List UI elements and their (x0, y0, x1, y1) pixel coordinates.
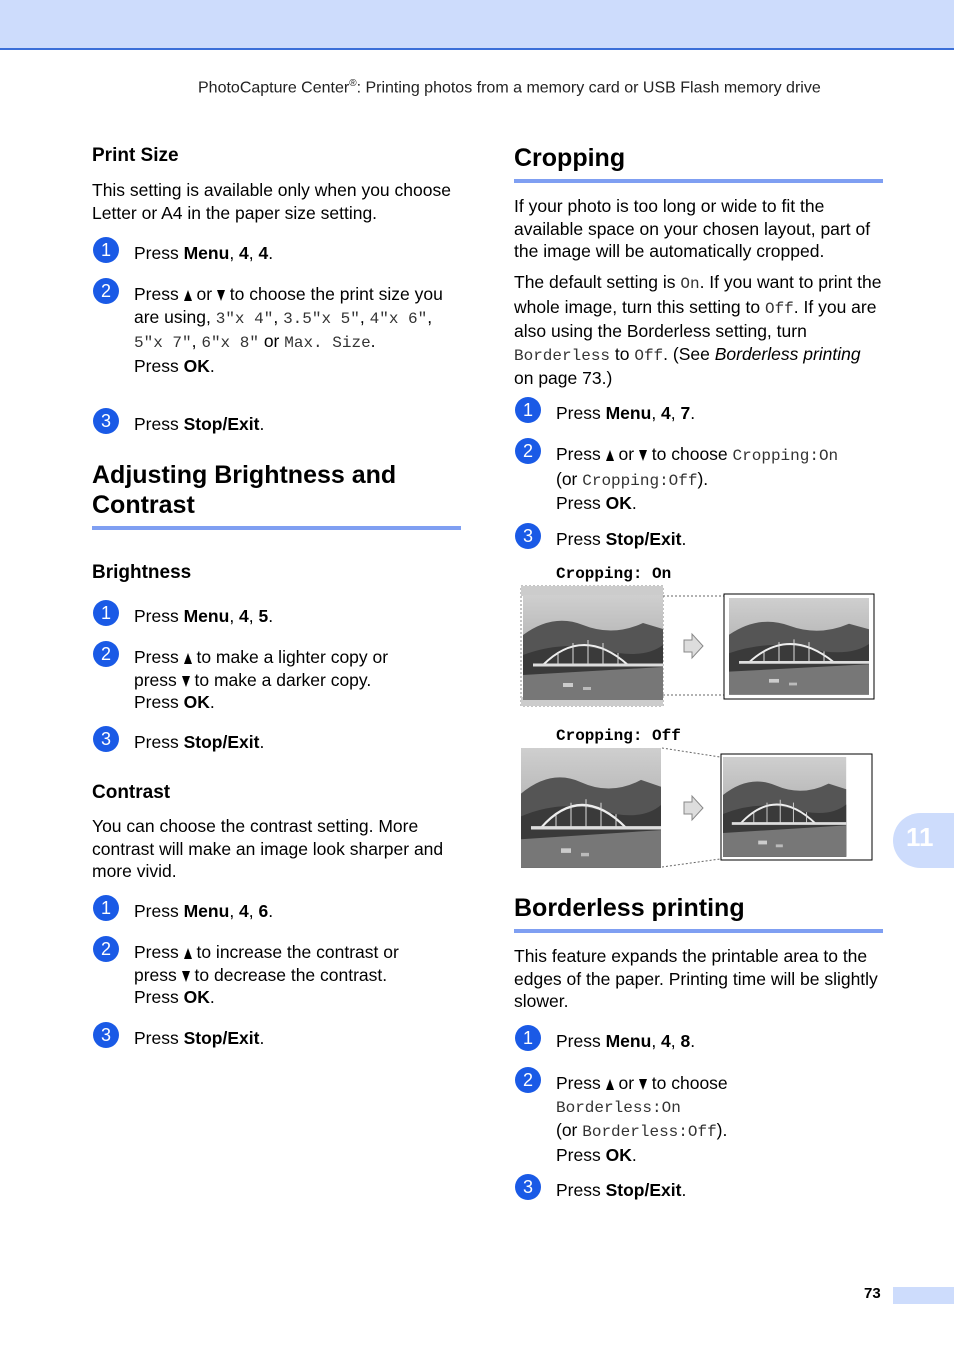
brightness-heading: Brightness (92, 562, 192, 583)
borderless-step-1: Press Menu, 4, 8. (556, 1031, 696, 1051)
up-arrow-icon (606, 1079, 614, 1090)
running-header: PhotoCapture Center®: Printing photos from a memory card or USB Flash memory drive (198, 78, 821, 97)
cropping-step-3: Press Stop/Exit. (556, 529, 687, 549)
step-number: 3 (93, 1022, 119, 1048)
borderless-intro: This feature expands the printable area to the edges of the paper. Printing time will be slightly slower. (514, 946, 878, 1011)
down-arrow-icon (639, 1079, 647, 1090)
brightness-step-2: Press to make a lighter copy or press to make a darker copy. Press OK. (134, 647, 389, 712)
adjusting-heading: Adjusting Brightness and Contrast (92, 460, 461, 530)
step-number: 2 (515, 1067, 541, 1093)
cropping-para-2: The default setting is On. If you want to print the whole image, turn this setting to Off. If you are also using the Borderless setting, turn Borderless to Off. (See Borderless printing on page 73.) (514, 272, 882, 388)
step-number: 1 (93, 237, 119, 263)
contrast-step-1: Press Menu, 4, 6. (134, 901, 274, 921)
step-number: 1 (93, 600, 119, 626)
step-number: 1 (515, 397, 541, 423)
page-number: 73 (864, 1285, 881, 1302)
up-arrow-icon (606, 450, 614, 461)
brightness-step-3: Press Stop/Exit. (134, 732, 265, 752)
cropping-on-label: Cropping: On (556, 565, 672, 583)
step-number: 3 (93, 408, 119, 434)
print-size-step-2: Press or to choose the print size you are using, 3"x 4", 3.5"x 5", 4"x 6", 5"x 7", 6"x 8" or Max. Size. Press OK. (134, 284, 443, 376)
page-number-bar (893, 1287, 954, 1304)
step-number: 3 (515, 523, 541, 549)
arrow-right-icon (684, 796, 703, 820)
cropping-heading: Cropping (514, 143, 883, 183)
step-number: 1 (515, 1025, 541, 1051)
borderless-heading: Borderless printing (514, 893, 883, 933)
cropping-on-figure (520, 585, 880, 710)
cropping-step-2: Press or to choose Cropping:On (or Cropping:Off). Press OK. (556, 444, 839, 513)
step-number: 1 (93, 895, 119, 921)
contrast-heading: Contrast (92, 782, 171, 803)
borderless-step-3: Press Stop/Exit. (556, 1180, 687, 1200)
print-size-intro: This setting is available only when you choose Letter or A4 in the paper size setting. (92, 180, 451, 223)
step-number: 3 (93, 726, 119, 752)
down-arrow-icon (182, 676, 190, 687)
down-arrow-icon (182, 971, 190, 982)
chapter-number: 11 (906, 822, 934, 852)
cropping-step-1: Press Menu, 4, 7. (556, 403, 696, 423)
up-arrow-icon (184, 948, 192, 959)
contrast-intro: You can choose the contrast setting. More contrast will make an image look sharper and more vivid. (92, 816, 444, 881)
header-band (0, 0, 954, 50)
arrow-right-icon (684, 634, 703, 658)
step-number: 2 (93, 641, 119, 667)
cropping-off-figure (520, 747, 880, 869)
up-arrow-icon (184, 653, 192, 664)
print-size-step-1: Press Menu, 4, 4. (134, 243, 274, 263)
up-arrow-icon (184, 290, 192, 301)
borderless-step-2: Press or to choose Borderless:On (or Borderless:Off). Press OK. (556, 1073, 728, 1165)
cropping-off-label: Cropping: Off (556, 727, 681, 745)
contrast-step-3: Press Stop/Exit. (134, 1028, 265, 1048)
brightness-step-1: Press Menu, 4, 5. (134, 606, 274, 626)
step-number: 2 (515, 438, 541, 464)
down-arrow-icon (639, 450, 647, 461)
step-number: 2 (93, 278, 119, 304)
down-arrow-icon (217, 290, 225, 301)
cropping-para-1: If your photo is too long or wide to fit the available space on your chosen layout, part of the image will be automatically cropped. (514, 196, 871, 261)
print-size-step-3: Press Stop/Exit. (134, 414, 265, 434)
contrast-step-2: Press to increase the contrast or press to decrease the contrast. Press OK. (134, 942, 399, 1007)
print-size-heading: Print Size (92, 145, 179, 166)
step-number: 2 (93, 936, 119, 962)
step-number: 3 (515, 1174, 541, 1200)
